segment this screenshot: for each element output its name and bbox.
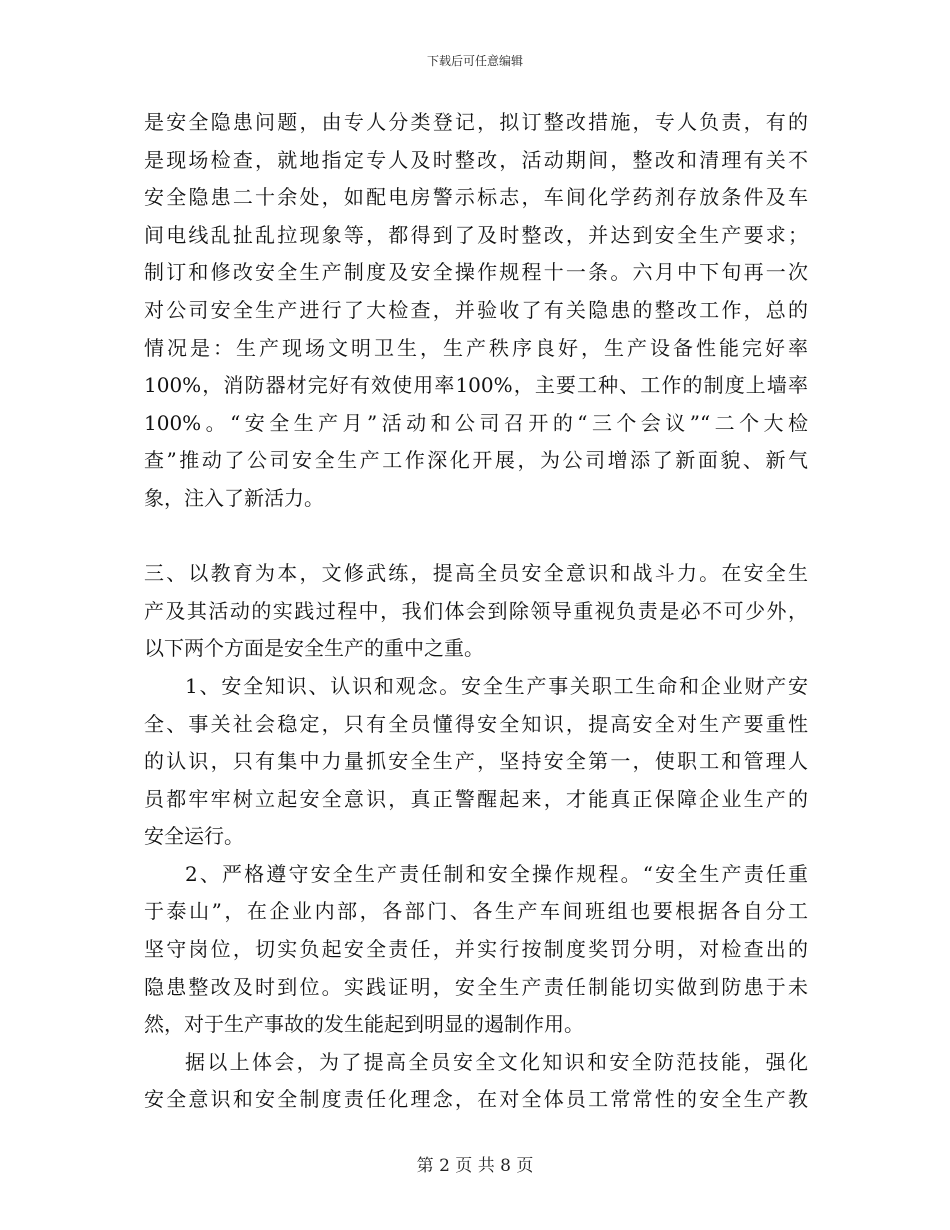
text-line: 隐患整改及时到位。实践证明，安全生产责任制能切实做到防患于未 bbox=[144, 974, 808, 999]
text-line: 以下两个方面是安全生产的重中之重。 bbox=[144, 636, 484, 661]
text-line: 三、以教育为本，文修武练，提高全员安全意识和战斗力。在安全生 bbox=[144, 561, 808, 586]
text-line: 象，注入了新活力。 bbox=[144, 485, 324, 510]
document-body bbox=[144, 104, 808, 1119]
text-line: 是安全隐患问题，由专人分类登记，拟订整改措施，专人负责，有的 bbox=[144, 110, 808, 134]
text-line: 据以上体会，为了提高全员安全文化知识和安全防范技能，强化 bbox=[185, 1049, 808, 1074]
text-line: 产及其活动的实践过程中，我们体会到除领导重视负责是必不可少外， bbox=[144, 598, 808, 623]
text-line: 1、安全知识、认识和观念。安全生产事关职工生命和企业财产安 bbox=[185, 673, 808, 698]
text-line: 全、事关社会稳定，只有全员懂得安全知识，提高安全对生产要重性 bbox=[144, 711, 808, 736]
text-line: 坚守岗位，切实负起安全责任，并实行按制度奖罚分明，对检查出的 bbox=[144, 937, 808, 962]
text-line: 100%，消防器材完好有效使用率100%，主要工种、工作的制度上墙率 bbox=[144, 373, 808, 398]
page-footer: 第 2 页 共 8 页 bbox=[416, 1156, 534, 1176]
page-header: 下载后可任意编辑 bbox=[426, 54, 523, 68]
text-line: 安全运行。 bbox=[144, 824, 244, 849]
text-line: 安全意识和安全制度责任化理念，在对全体员工常常性的安全生产教 bbox=[144, 1087, 808, 1112]
text-line: 然，对于生产事故的发生能起到明显的遏制作用。 bbox=[144, 1012, 584, 1037]
text-line: 的认识，只有集中力量抓安全生产，坚持安全第一，使职工和管理人 bbox=[144, 749, 808, 774]
text-line: 查”推动了公司安全生产工作深化开展，为公司增添了新面貌、新气 bbox=[144, 448, 808, 473]
text-line: 100%。“安全生产月”活动和公司召开的“三个会议”“二个大检 bbox=[144, 410, 808, 435]
text-line: 是现场检查，就地指定专人及时整改，活动期间，整改和清理有关不 bbox=[144, 147, 808, 172]
text-line: 对公司安全生产进行了大检查，并验收了有关隐患的整改工作，总的 bbox=[144, 297, 808, 322]
text-line: 安全隐患二十余处，如配电房警示标志，车间化学药剂存放条件及车 bbox=[144, 185, 808, 210]
paragraph-gap bbox=[144, 518, 808, 556]
text-line: 间电线乱扯乱拉现象等，都得到了及时整改，并达到安全生产要求； bbox=[144, 222, 808, 247]
text-line: 制订和修改安全生产制度及安全操作规程十一条。六月中下旬再一次 bbox=[144, 260, 808, 285]
text-line: 于泰山”，在企业内部，各部门、各生产车间班组也要根据各自分工 bbox=[144, 899, 808, 924]
text-line: 情况是：生产现场文明卫生，生产秩序良好，生产设备性能完好率 bbox=[144, 335, 808, 360]
text-line: 2、严格遵守安全生产责任制和安全操作规程。“安全生产责任重 bbox=[185, 861, 808, 886]
text-line: 员都牢牢树立起安全意识，真正警醒起来，才能真正保障企业生产的 bbox=[144, 786, 808, 811]
